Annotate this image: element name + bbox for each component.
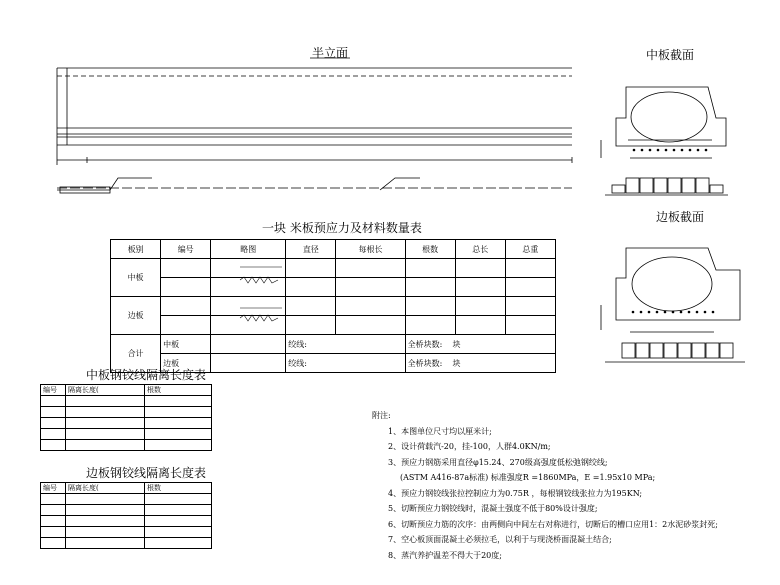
- mid-isolation-table: [40, 384, 212, 451]
- edge-section-title: 边板截面: [656, 210, 705, 224]
- strand-label-mid: 绞线:: [286, 335, 405, 354]
- note-item: (ASTM A416-87a标准) 标准强度R =1860MPa，E =1.95x10 MPa;: [400, 473, 656, 482]
- block-unit-edge: 块: [452, 358, 461, 368]
- edge-isolation-table: [40, 482, 212, 549]
- header-cell: 每根长: [336, 240, 405, 259]
- main-table-title: 一块 米板预应力及材料数量表: [262, 221, 422, 235]
- header-cell: 总长: [455, 240, 505, 259]
- header-cell: 编号: [41, 483, 66, 494]
- strand-label-edge: 绞线:: [286, 354, 405, 373]
- header-cell: 根数: [145, 385, 212, 396]
- row-edge-label: 边板: [111, 297, 161, 335]
- note-item: 4、预应力钢铰线张拉控制应力为0.75R ，每根钢铰线张拉力为195KN;: [388, 488, 643, 498]
- material-table: [110, 239, 556, 373]
- total-edge-label: 边板: [161, 354, 211, 373]
- header-cell: 总重: [505, 240, 555, 259]
- bridge-count-edge: 全桥块数:: [407, 358, 443, 368]
- note-item: 1、本图单位尺寸均以厘米计;: [388, 426, 492, 436]
- header-cell: 编号: [161, 240, 211, 259]
- block-unit-mid: 块: [452, 339, 461, 349]
- header-cell: 根数: [145, 483, 212, 494]
- header-cell: 隔离长度(: [66, 483, 145, 494]
- half-elevation-title: 半立面: [312, 46, 349, 60]
- total-mid-label: 中板: [161, 335, 211, 354]
- note-item: 6、切断预应力筋的次序：由两侧向中间左右对称进行，切断后的槽口应用1：2水泥砂浆封死;: [388, 519, 718, 529]
- row-mid-label: 中板: [111, 259, 161, 297]
- note-item: 8、蒸汽养护温差不得大于20度;: [388, 550, 502, 560]
- note-item: 7、空心板顶面混凝土必须拉毛，以利于与现浇桥面混凝土结合;: [388, 535, 612, 544]
- header-cell: 直径: [286, 240, 336, 259]
- note-item: 3、预应力钢筋采用直径φ15.24、270级高强度低松弛钢绞线;: [388, 457, 608, 467]
- mid-isolation-title: 中板钢铰线隔离长度表: [86, 368, 207, 382]
- note-item: 2、设计荷载汽-20，挂-100，人群4.0KN/m;: [388, 442, 551, 451]
- bridge-count-mid: 全桥块数:: [407, 339, 443, 349]
- header-cell: 略图: [211, 240, 286, 259]
- header-cell: 编号: [41, 385, 66, 396]
- header-cell: 板别: [111, 240, 161, 259]
- note-item: 5、切断预应力钢铰线时，混凝土强度不低于80%设计强度;: [388, 504, 598, 513]
- notes-block: [372, 408, 718, 563]
- edge-isolation-title: 边板钢铰线隔离长度表: [86, 466, 207, 480]
- header-cell: 隔离长度(: [66, 385, 145, 396]
- header-cell: 根数: [405, 240, 455, 259]
- row-total-label: 合计: [111, 335, 161, 373]
- mid-section-title: 中板截面: [646, 48, 695, 62]
- notes-title: 附注:: [372, 411, 391, 420]
